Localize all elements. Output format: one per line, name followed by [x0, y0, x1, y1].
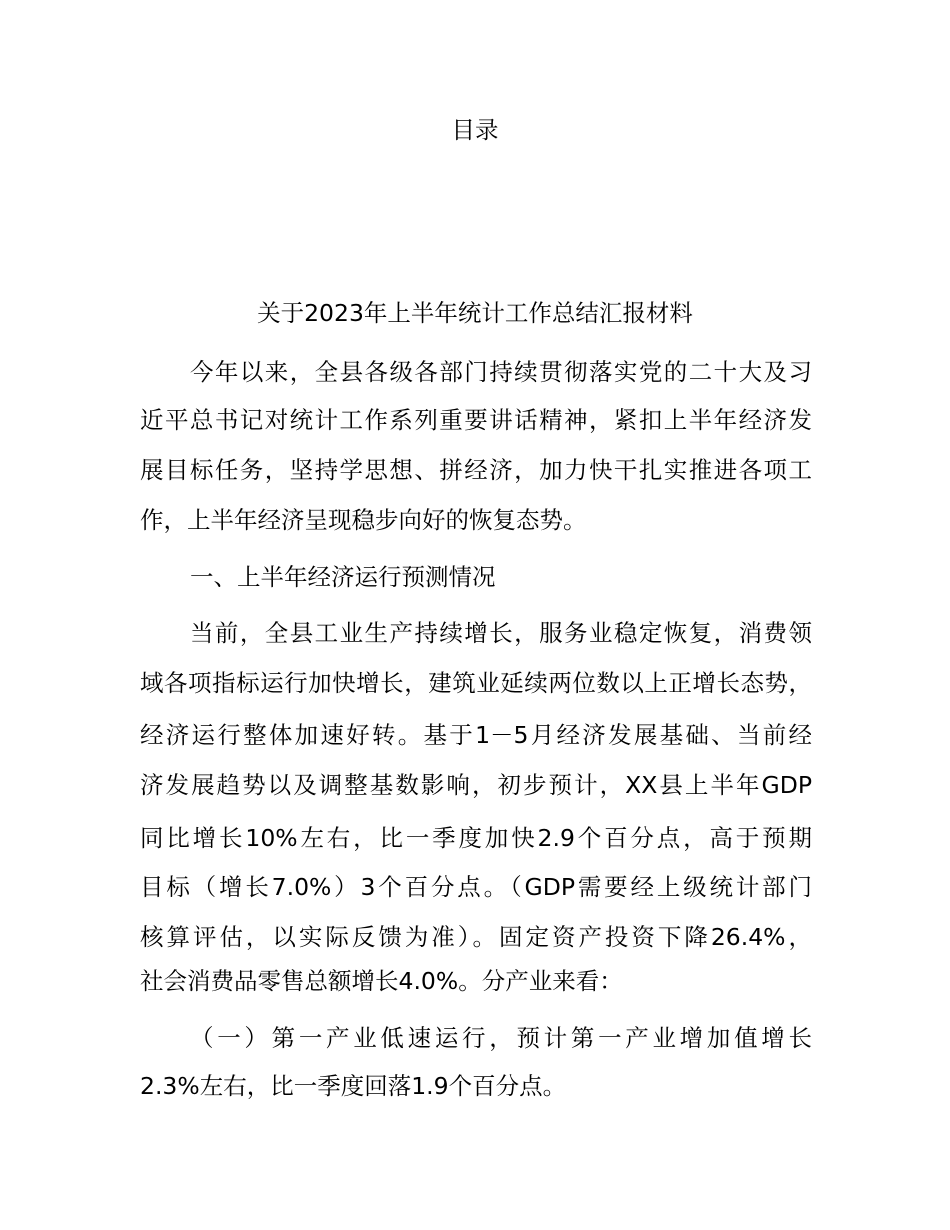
paragraph-line: 济发展趋势以及调整基数影响，初步预计，XX县上半年GDP — [140, 771, 812, 799]
paragraph-line: 当前，全县工业生产持续增长，服务业稳定恢复，消费领 — [190, 619, 812, 647]
toc-title: 目录 — [451, 116, 499, 144]
intro-line: 近平总书记对统计工作系列重要讲话精神，紧扣上半年经济发 — [140, 406, 812, 434]
subsection-line: 2.3%左右，比一季度回落1.9个百分点。 — [140, 1072, 567, 1100]
intro-line: 作，上半年经济呈现稳步向好的恢复态势。 — [140, 506, 587, 534]
subsection-line: （一）第一产业低速运行，预计第一产业增加值增长 — [190, 1024, 812, 1052]
paragraph-line: 域各项指标运行加快增长，建筑业延续两位数以上正增长态势， — [140, 669, 812, 697]
paragraph-line: 核算评估，以实际反馈为准）。固定资产投资下降26.4%， — [140, 923, 812, 951]
paragraph-line: 经济运行整体加速好转。基于1－5月经济发展基础、当前经 — [140, 721, 812, 749]
paragraph-line: 目标（增长7.0%）3个百分点。（GDP需要经上级统计部门 — [140, 873, 812, 901]
paragraph-line: 同比增长10%左右，比一季度加快2.9个百分点，高于预期 — [140, 824, 812, 852]
section-heading: 一、上半年经济运行预测情况 — [190, 563, 496, 591]
document-title: 关于2023年上半年统计工作总结汇报材料 — [257, 299, 693, 327]
intro-line: 今年以来，全县各级各部门持续贯彻落实党的二十大及习 — [190, 358, 812, 386]
paragraph-line: 社会消费品零售总额增长4.0%。分产业来看： — [140, 967, 623, 995]
intro-line: 展目标任务，坚持学思想、拼经济，加力快干扎实推进各项工 — [140, 456, 812, 484]
